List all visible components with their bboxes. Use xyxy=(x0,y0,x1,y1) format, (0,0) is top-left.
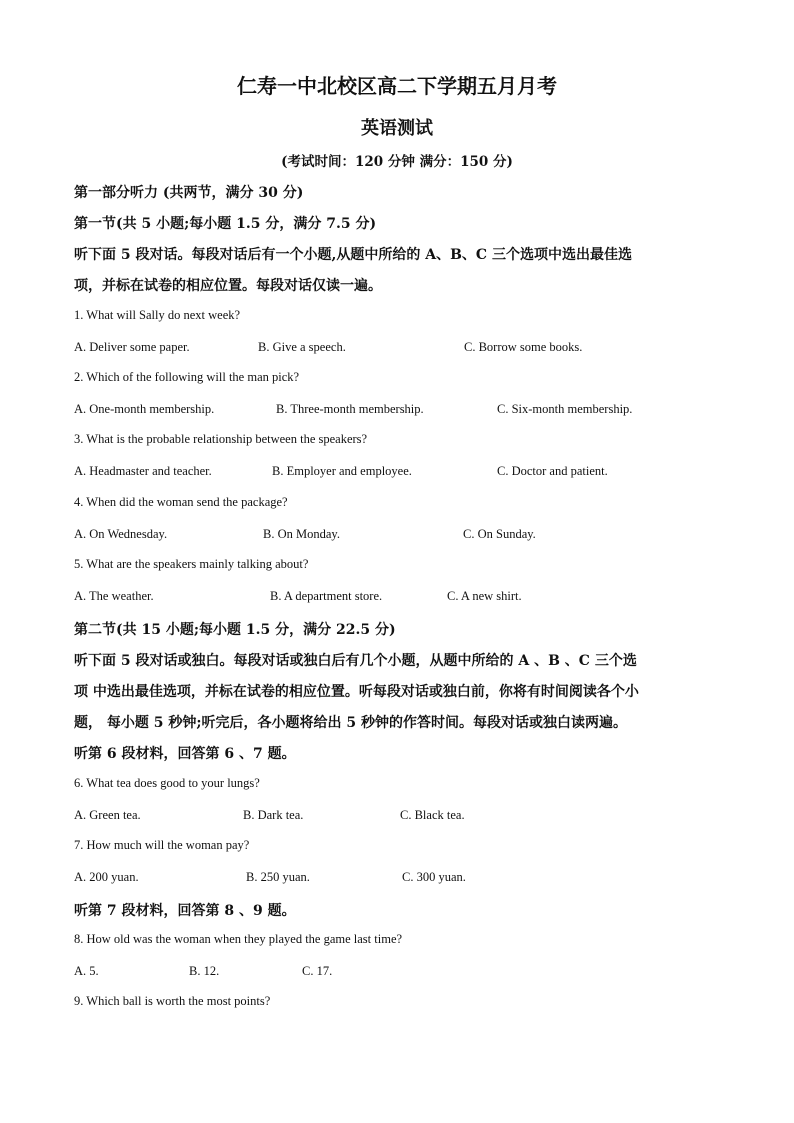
material-7-heading: 听第 7 段材料，回答第 8 、9 题。 xyxy=(74,903,296,919)
option-1c: C. Borrow some books. xyxy=(464,340,583,354)
exam-subtitle: 英语测试 xyxy=(361,118,433,139)
question-7: 7. How much will the woman pay? xyxy=(74,838,250,852)
option-2b: B. Three-month membership. xyxy=(276,402,424,416)
question-6: 6. What tea does good to your lungs? xyxy=(74,776,260,790)
option-2c: C. Six-month membership. xyxy=(497,402,633,416)
option-7c: C. 300 yuan. xyxy=(402,870,466,884)
option-6b: B. Dark tea. xyxy=(243,808,304,822)
option-5b: B. A department store. xyxy=(270,589,383,603)
exam-title: 仁寿一中北校区高二下学期五月月考 xyxy=(237,74,557,98)
option-7b: B. 250 yuan. xyxy=(246,870,310,884)
section2-heading: 第二节(共 15 小题;每小题 1.5 分，满分 22.5 分) xyxy=(74,622,396,638)
option-4a: A. On Wednesday. xyxy=(74,527,168,541)
question-5: 5. What are the speakers mainly talking about? xyxy=(74,557,309,571)
section2-instruction-line3: 题， 每小题 5 秒钟;听完后，各小题将给出 5 秒钟的作答时间。每段对话或独白读两遍。 xyxy=(74,715,628,731)
question-8: 8. How old was the woman when they played the game last time? xyxy=(74,932,403,946)
option-2a: A. One-month membership. xyxy=(74,402,215,416)
section1-instruction-line1: 听下面 5 段对话。每段对话后有一个小题,从题中所给的 A、B、C 三个选项中选出最佳选 xyxy=(74,247,632,263)
option-8c: C. 17. xyxy=(302,964,333,978)
option-7a: A. 200 yuan. xyxy=(74,870,139,884)
section2-instruction-line2: 项 中选出最佳选项，并标在试卷的相应位置。听每段对话或独白前，你将有时间阅读各个小 xyxy=(74,684,639,700)
question-2: 2. Which of the following will the man pick? xyxy=(74,370,300,384)
option-6c: C. Black tea. xyxy=(400,808,465,822)
exam-info: (考试时间：120 分钟 满分：150 分) xyxy=(281,154,513,170)
section1-heading: 第一节(共 5 小题;每小题 1.5 分，满分 7.5 分) xyxy=(74,216,377,232)
option-6a: A. Green tea. xyxy=(74,808,141,822)
material-6-heading: 听第 6 段材料，回答第 6 、7 题。 xyxy=(74,746,296,762)
question-3: 3. What is the probable relationship between the speakers? xyxy=(74,432,368,446)
question-4: 4. When did the woman send the package? xyxy=(74,495,288,509)
option-1b: B. Give a speech. xyxy=(258,340,346,354)
question-1: 1. What will Sally do next week? xyxy=(74,308,241,322)
option-5c: C. A new shirt. xyxy=(447,589,522,603)
option-3c: C. Doctor and patient. xyxy=(497,464,608,478)
option-5a: A. The weather. xyxy=(74,589,154,603)
option-3a: A. Headmaster and teacher. xyxy=(74,464,212,478)
option-8a: A. 5. xyxy=(74,964,99,978)
part1-heading: 第一部分听力 (共两节，满分 30 分) xyxy=(74,185,304,201)
section2-instruction-line1: 听下面 5 段对话或独白。每段对话或独白后有几个小题，从题中所给的 A 、B 、C 三个选 xyxy=(74,653,637,669)
option-4c: C. On Sunday. xyxy=(463,527,536,541)
question-9: 9. Which ball is worth the most points? xyxy=(74,994,271,1008)
option-3b: B. Employer and employee. xyxy=(272,464,412,478)
option-8b: B. 12. xyxy=(189,964,220,978)
option-4b: B. On Monday. xyxy=(263,527,340,541)
option-1a: A. Deliver some paper. xyxy=(74,340,190,354)
section1-instruction-line2: 项，并标在试卷的相应位置。每段对话仅读一遍。 xyxy=(74,278,382,294)
